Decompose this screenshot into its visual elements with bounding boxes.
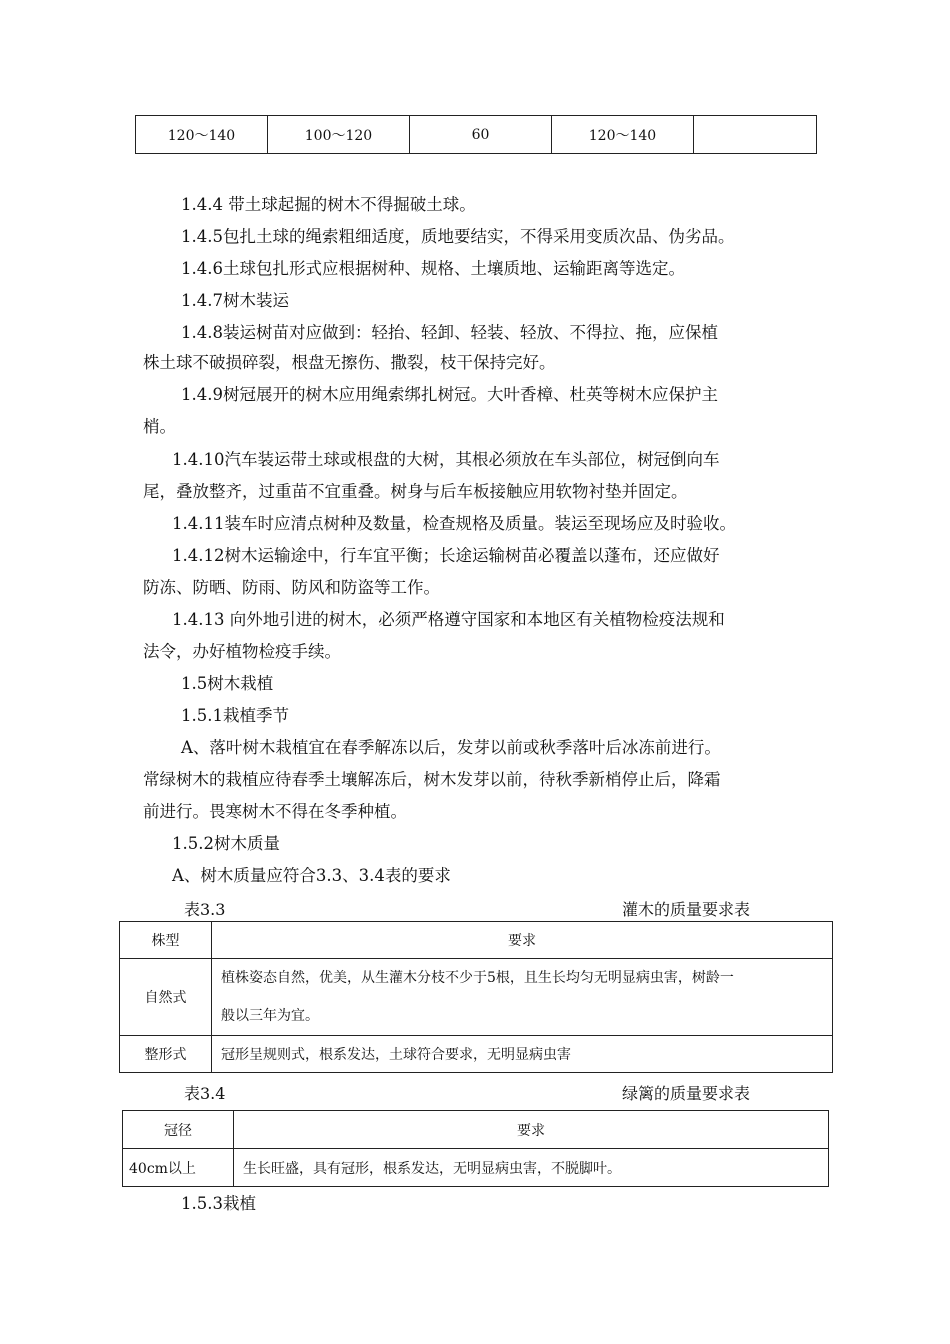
section-heading: 1.5.2树木质量 — [172, 834, 280, 853]
paragraph: 梢。 — [143, 417, 176, 436]
paragraph: 常绿树木的栽植应待春季土壤解冻后，树木发芽以前，待秋季新梢停止后，降霜 — [143, 770, 721, 789]
paragraph: 株土球不破损碎裂，根盘无擦伤、撒裂，枝干保持完好。 — [143, 353, 556, 372]
table-header: 要求 — [212, 922, 833, 959]
paragraph: 1.4.5包扎土球的绳索粗细适度，质地要结实，不得采用变质次品、伪劣品。 — [181, 227, 735, 246]
paragraph: 1.4.7树木装运 — [181, 291, 289, 310]
shrub-quality-table — [119, 921, 833, 1073]
table-header: 冠径 — [123, 1111, 234, 1149]
paragraph: 1.4.10汽车装运带土球或根盘的大树，其根必须放在车头部位，树冠倒向车 — [172, 450, 720, 469]
section-heading: 1.5.1栽植季节 — [181, 706, 289, 725]
paragraph: 防冻、防晒、防雨、防风和防盗等工作。 — [143, 578, 440, 597]
section-heading: 1.5.3栽植 — [181, 1194, 256, 1213]
paragraph: 1.4.4 带土球起掘的树木不得掘破土球。 — [181, 195, 476, 214]
paragraph: 1.4.12树木运输途中，行车宜平衡；长途运输树苗必覆盖以蓬布，还应做好 — [172, 546, 720, 565]
table-cell: 生长旺盛，具有冠形，根系发达，无明显病虫害，不脱脚叶。 — [234, 1149, 829, 1187]
paragraph: 1.4.11装车时应清点树种及数量，检查规格及质量。装运至现场应及时验收。 — [172, 514, 736, 533]
cell-line: 植株姿态自然，优美，从生灌木分枝不少于5根，且生长均匀无明显病虫害，树龄一 — [221, 970, 734, 986]
table-cell: 冠形呈规则式，根系发达，土球符合要求，无明显病虫害 — [212, 1036, 833, 1073]
section-heading: 1.5树木栽植 — [181, 674, 274, 693]
paragraph: 1.4.13 向外地引进的树木，必须严格遵守国家和本地区有关植物检疫法规和 — [172, 610, 725, 629]
cell-line: 般以三年为宜。 — [221, 1008, 319, 1024]
table-label: 表3.4 — [184, 1084, 226, 1103]
table-cell — [694, 116, 817, 154]
table-header: 要求 — [234, 1111, 829, 1149]
table-cell: 整形式 — [120, 1036, 212, 1073]
table-cell: 60 — [410, 116, 552, 154]
paragraph: 尾，叠放整齐，过重苗不宜重叠。树身与后车板接触应用软物衬垫并固定。 — [143, 482, 688, 501]
hedge-quality-table — [122, 1110, 829, 1187]
paragraph: 法令，办好植物检疫手续。 — [143, 642, 341, 661]
paragraph: A、树木质量应符合3.3、3.4表的要求 — [172, 866, 451, 885]
paragraph: A、落叶树木栽植宜在春季解冻以后，发芽以前或秋季落叶后冰冻前进行。 — [181, 738, 721, 757]
table-title: 灌木的质量要求表 — [622, 900, 751, 919]
table-cell: 100～120 — [268, 116, 410, 154]
paragraph: 1.4.6土球包扎形式应根据树种、规格、土壤质地、运输距离等选定。 — [181, 259, 685, 278]
table-cell — [212, 959, 833, 1036]
table-cell: 120～140 — [136, 116, 268, 154]
table-label: 表3.3 — [184, 900, 226, 919]
table-header: 株型 — [120, 922, 212, 959]
table-cell: 自然式 — [120, 959, 212, 1036]
table-cell: 120～140 — [552, 116, 694, 154]
paragraph: 1.4.8装运树苗对应做到：轻抬、轻卸、轻装、轻放、不得拉、拖，应保植 — [181, 323, 718, 342]
paragraph: 前进行。畏寒树木不得在冬季种植。 — [143, 802, 407, 821]
top-table — [135, 115, 817, 154]
table-title: 绿篱的质量要求表 — [622, 1084, 751, 1103]
paragraph: 1.4.9树冠展开的树木应用绳索绑扎树冠。大叶香樟、杜英等树木应保护主 — [181, 385, 718, 404]
table-cell: 40cm以上 — [123, 1149, 234, 1187]
